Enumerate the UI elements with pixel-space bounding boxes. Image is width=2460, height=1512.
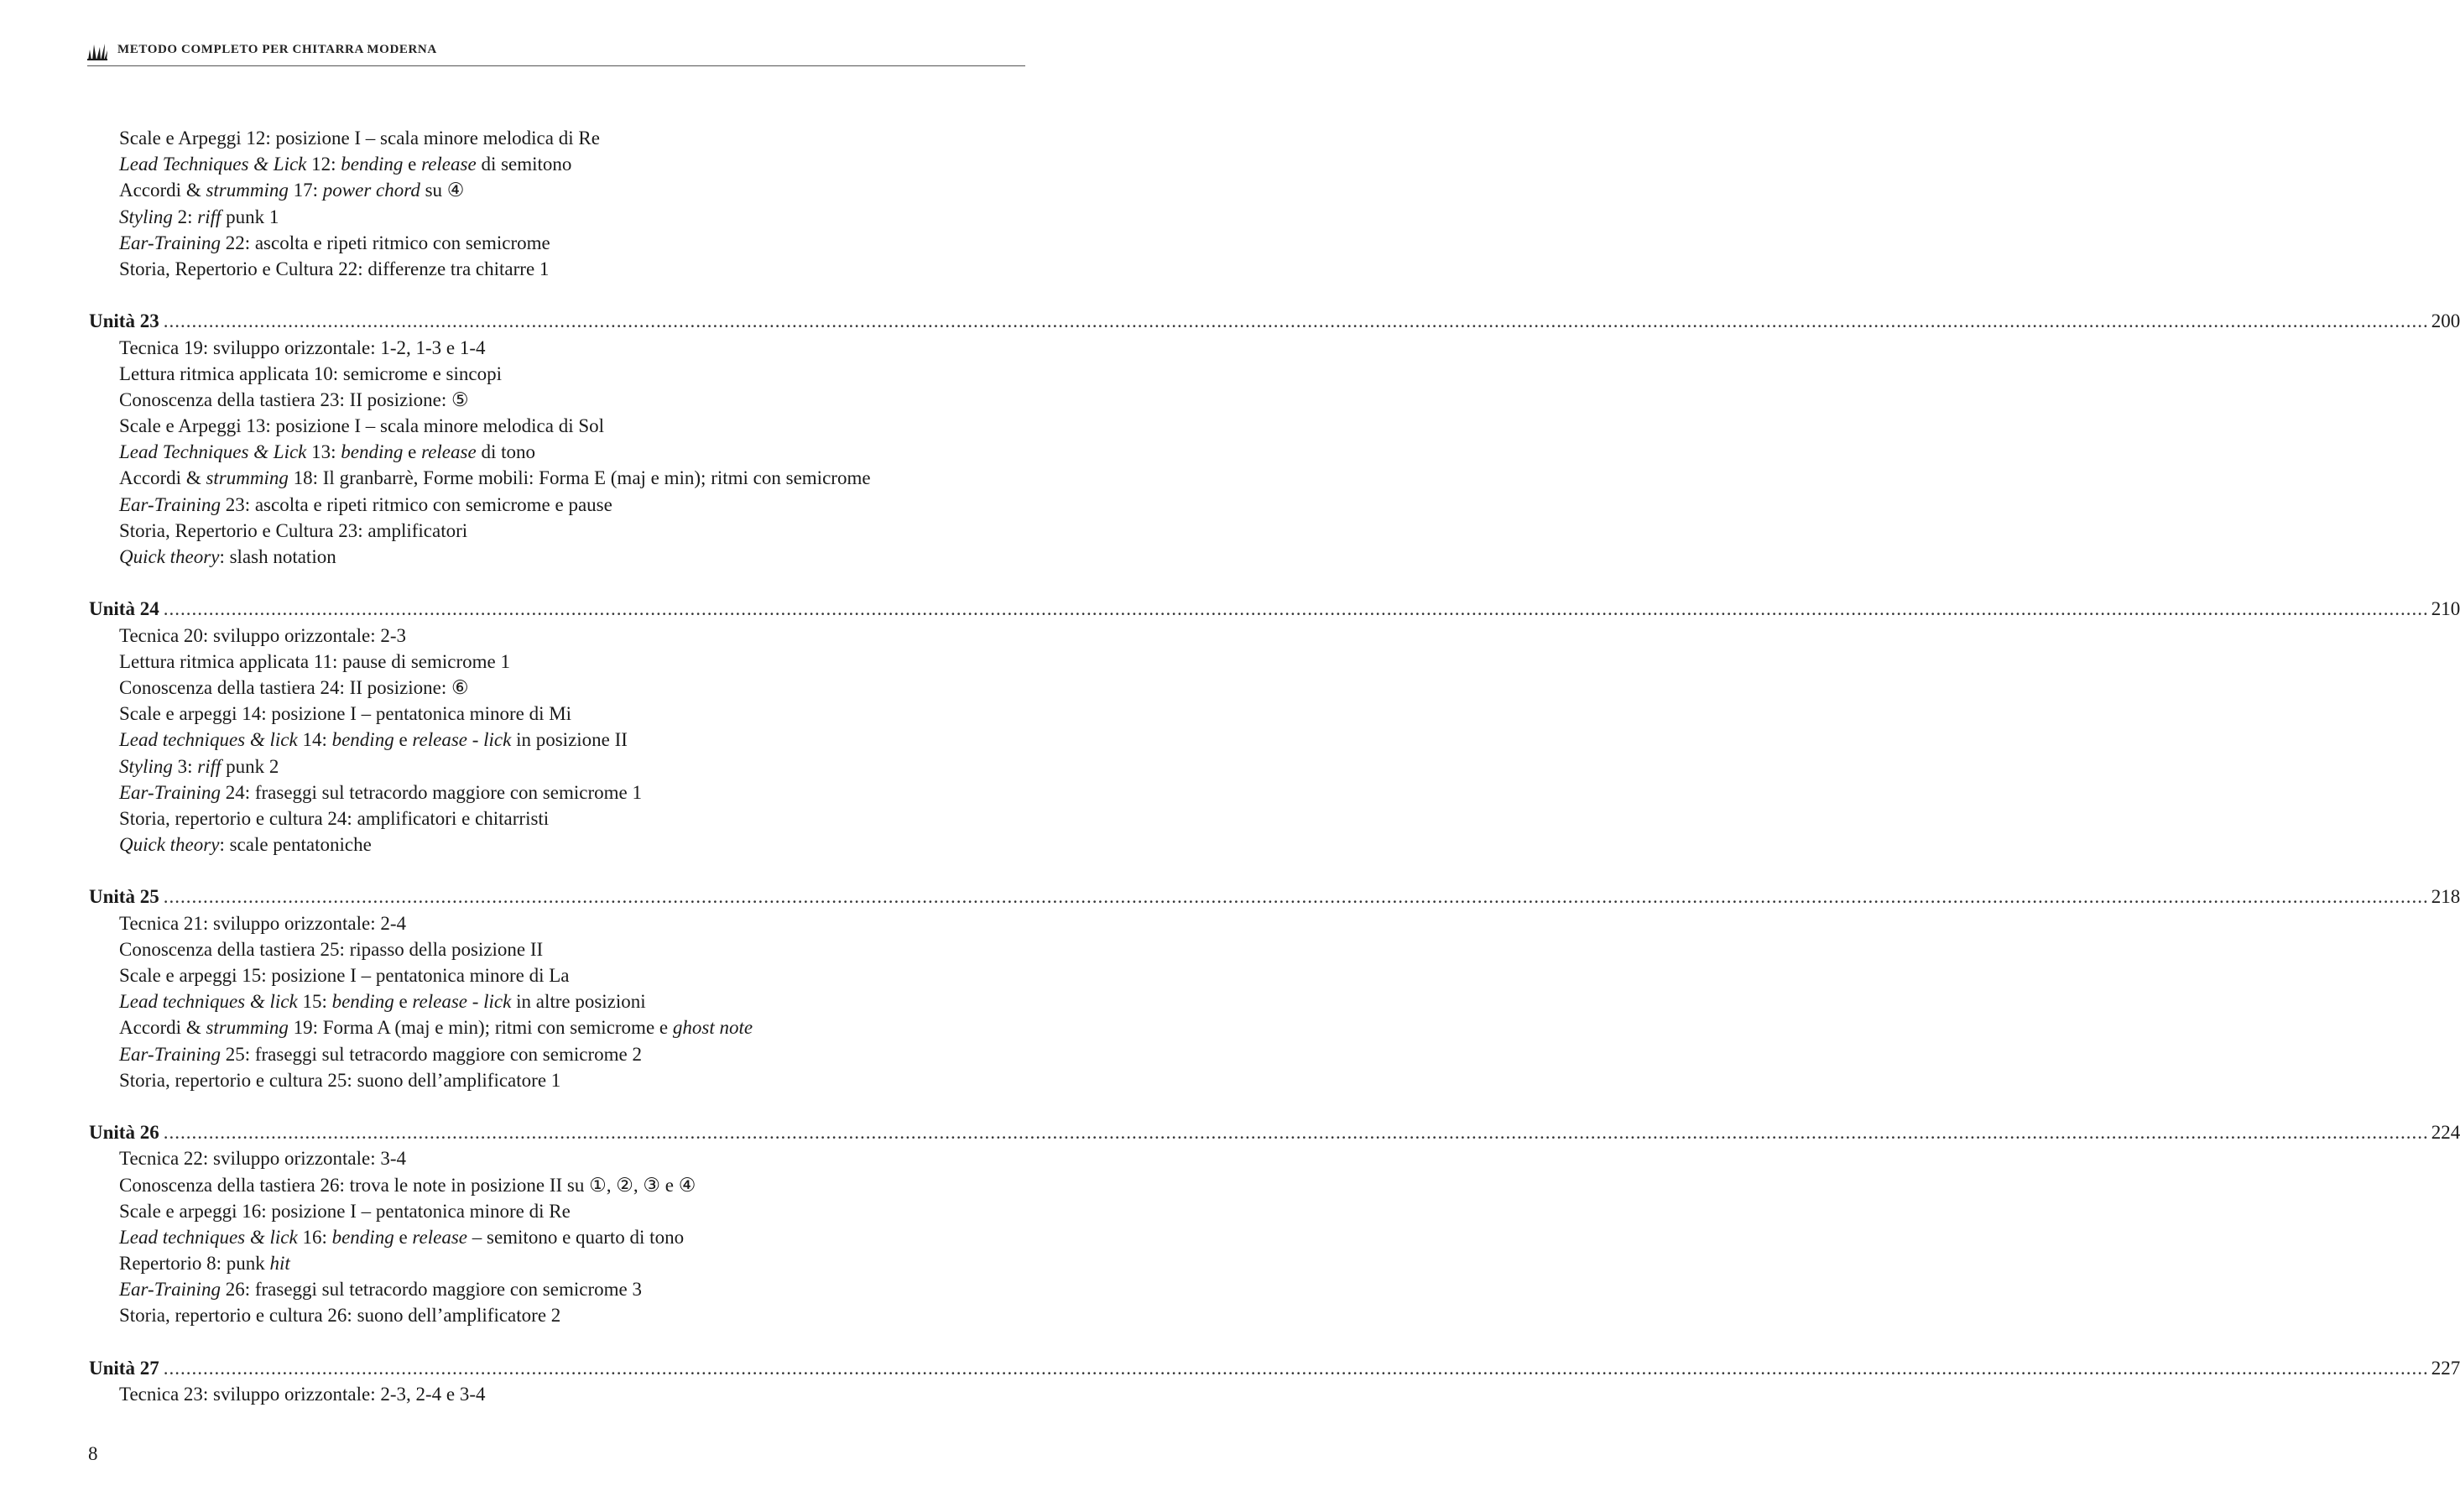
unit-heading[interactable] <box>89 308 2460 334</box>
toc-entry: Storia, repertorio e cultura 24: amplificatori e chitarristi <box>119 807 550 829</box>
unit-section <box>89 1119 2460 1329</box>
toc-entry: Lettura ritmica applicata 10: semicrome e sincopi <box>119 362 502 384</box>
unit-page-number: 200 <box>2431 310 2460 332</box>
unit-section <box>89 308 2460 570</box>
toc-entry: Quick theory: slash notation <box>119 546 336 567</box>
dot-leader: ................................................................................................................................................................................................................................................................................................................................................................................................................ <box>163 310 2429 332</box>
unit-heading[interactable] <box>89 1355 2460 1381</box>
unit-page-number: 227 <box>2431 1357 2460 1379</box>
toc-entry: Scale e Arpeggi 13: posizione I – scala minore melodica di Sol <box>119 415 605 437</box>
table-of-contents <box>89 125 2460 1407</box>
toc-entry: Ear-Training 24: fraseggi sul tetracordo maggiore con semicrome 1 <box>119 781 642 803</box>
toc-entry: Ear-Training 26: fraseggi sul tetracordo maggiore con semicrome 3 <box>119 1279 642 1301</box>
toc-entry: Scale e arpeggi 14: posizione I – pentatonica minore di Mi <box>119 703 572 725</box>
toc-entry: Lead techniques & lick 16: bending e release – semitono e quarto di tono <box>119 1226 685 1248</box>
unit-title: Unità 24 <box>89 598 159 620</box>
toc-entry: Accordi & strumming 18: Il granbarrè, Forme mobili: Forma E (maj e min); ritmi con semicrome <box>119 467 871 489</box>
toc-entry: Conoscenza della tastiera 26: trova le note in posizione II su ①, ②, ③ e ④ <box>119 1174 696 1196</box>
unit-page-number: 218 <box>2431 886 2460 908</box>
toc-entry: Ear-Training 22: ascolta e ripeti ritmico con semicrome <box>119 232 550 253</box>
toc-entry: Repertorio 8: punk hit <box>119 1253 290 1275</box>
toc-entry: Accordi & strumming 19: Forma A (maj e min); ritmi con semicrome e ghost note <box>119 1017 753 1039</box>
toc-entry: Conoscenza della tastiera 25: ripasso della posizione II <box>119 938 544 960</box>
grass-logo-icon <box>87 42 107 60</box>
unit-title: Unità 25 <box>89 886 159 908</box>
toc-entry: Scale e arpeggi 15: posizione I – pentatonica minore di La <box>119 965 570 986</box>
toc-entry: Tecnica 23: sviluppo orizzontale: 2-3, 2-4 e 3-4 <box>119 1384 486 1405</box>
toc-entry: Storia, Repertorio e Cultura 22: differenze tra chitarre 1 <box>119 258 550 279</box>
toc-entry: Storia, repertorio e cultura 26: suono dell’amplificatore 2 <box>119 1305 561 1327</box>
toc-entry: Ear-Training 23: ascolta e ripeti ritmico con semicrome e pause <box>119 493 612 515</box>
dot-leader: ................................................................................................................................................................................................................................................................................................................................................................................................................ <box>163 1122 2429 1144</box>
page-number: 8 <box>88 1443 98 1464</box>
dot-leader: ................................................................................................................................................................................................................................................................................................................................................................................................................ <box>163 886 2429 908</box>
toc-entry: Accordi & strumming 17: power chord su ④ <box>119 180 465 201</box>
toc-entry: Tecnica 22: sviluppo orizzontale: 3-4 <box>119 1148 407 1170</box>
toc-entry: Quick theory: scale pentatoniche <box>119 834 372 856</box>
dot-leader: ................................................................................................................................................................................................................................................................................................................................................................................................................ <box>163 1357 2429 1379</box>
toc-entry: Conoscenza della tastiera 23: II posizione: ⑤ <box>119 388 469 410</box>
units-list <box>89 308 2460 1407</box>
toc-entry: Scale e arpeggi 16: posizione I – pentatonica minore di Re <box>119 1200 571 1222</box>
unit-title: Unità 27 <box>89 1357 159 1379</box>
header-title: METODO COMPLETO PER CHITARRA MODERNA <box>117 43 437 56</box>
toc-entry: Styling 2: riff punk 1 <box>119 206 279 227</box>
toc-entry: Ear-Training 25: fraseggi sul tetracordo maggiore con semicrome 2 <box>119 1043 642 1065</box>
unit-section <box>89 884 2460 1093</box>
toc-entry: Lettura ritmica applicata 11: pause di semicrome 1 <box>119 650 510 672</box>
unit-title: Unità 26 <box>89 1122 159 1144</box>
toc-entry: Storia, Repertorio e Cultura 23: amplificatori <box>119 519 468 541</box>
unit-section <box>89 596 2460 858</box>
toc-entry: Lead Techniques & Lick 12: bending e release di semitono <box>119 154 572 175</box>
toc-entry: Scale e Arpeggi 12: posizione I – scala minore melodica di Re <box>119 128 600 149</box>
toc-entry: Storia, repertorio e cultura 25: suono dell’amplificatore 1 <box>119 1069 561 1091</box>
toc-entry: Lead Techniques & Lick 13: bending e release di tono <box>119 441 535 463</box>
toc-entry: Styling 3: riff punk 2 <box>119 755 279 777</box>
toc-entry: Tecnica 21: sviluppo orizzontale: 2-4 <box>119 912 407 934</box>
unit-title: Unità 23 <box>89 310 159 332</box>
dot-leader: ................................................................................................................................................................................................................................................................................................................................................................................................................ <box>163 598 2429 620</box>
unit-page-number: 210 <box>2431 598 2460 620</box>
toc-entry: Tecnica 19: sviluppo orizzontale: 1-2, 1-3 e 1-4 <box>119 336 486 358</box>
toc-entry: Lead techniques & lick 15: bending e release - lick in altre posizioni <box>119 991 646 1013</box>
unit-heading[interactable] <box>89 884 2460 910</box>
toc-entry: Lead techniques & lick 14: bending e release - lick in posizione II <box>119 729 628 751</box>
running-header <box>87 39 1025 66</box>
intro-list <box>89 125 1025 282</box>
unit-section <box>89 1355 2460 1407</box>
unit-heading[interactable] <box>89 1119 2460 1145</box>
unit-page-number: 224 <box>2431 1122 2460 1144</box>
toc-entry: Tecnica 20: sviluppo orizzontale: 2-3 <box>119 624 407 646</box>
unit-heading[interactable] <box>89 596 2460 622</box>
toc-entry: Conoscenza della tastiera 24: II posizione: ⑥ <box>119 676 469 698</box>
